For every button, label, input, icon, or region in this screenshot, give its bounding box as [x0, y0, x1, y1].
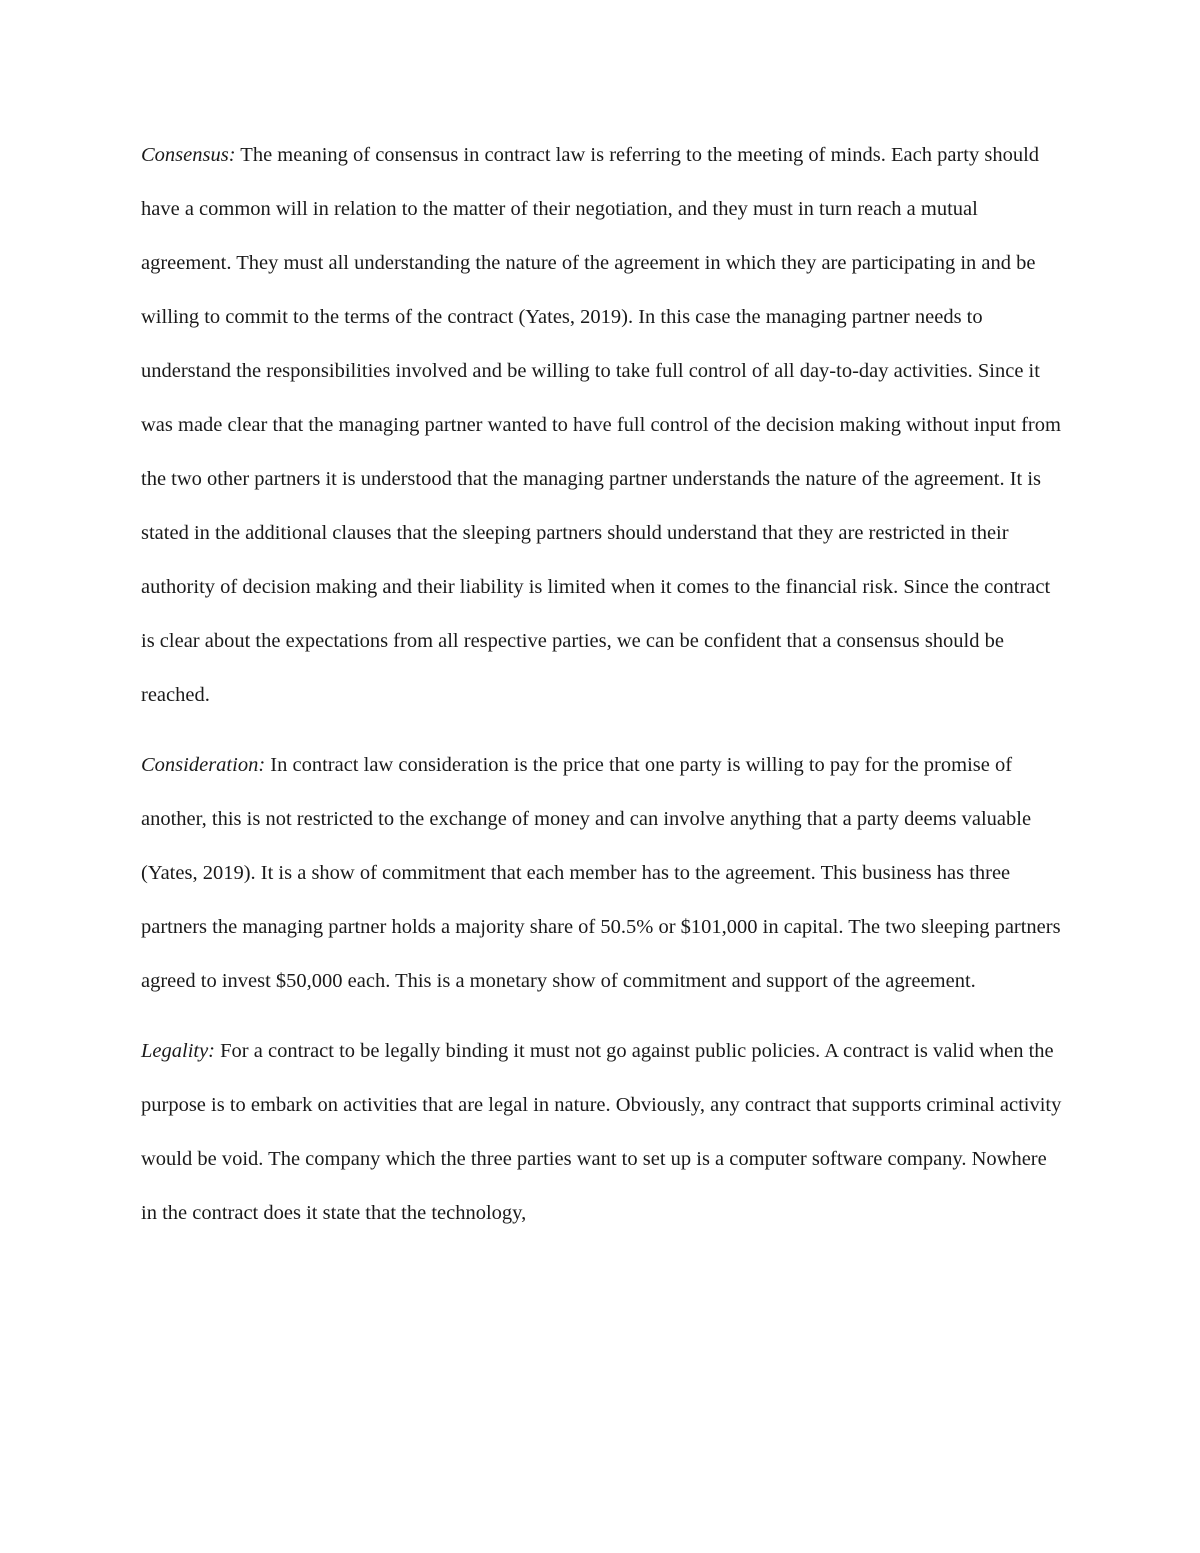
paragraph-text: The meaning of consensus in contract law is referring to the meeting of minds. Each party should have a common will in relation to the matter of their negotiation, and they must in turn reach a mutual agreement. They must all understanding the nature of the agreement in which they are participating in and be willing to commit to the terms of the contract (Yates, 2019). In this case the managing partner needs to understand the responsibilities involved and be willing to take full control of all day-to-day activities. Since it was made clear that the managing partner wanted to have full control of the decision making without input from the two other partners it is understood that the managing partner understands the nature of the agreement. It is stated in the additional clauses that the sleeping partners should understand that they are restricted in their authority of decision making and their liability is limited when it comes to the financial risk. Since the contract is clear about the expectations from all respective parties, we can be confident that a consensus should be reached. — [141, 144, 1061, 706]
paragraph-text: In contract law consideration is the price that one party is willing to pay for the promise of another, this is not restricted to the exchange of money and can involve anything that a party deems valuable (Yates, 2019). It is a show of commitment that each member has to the agreement. This business has three partners the managing partner holds a majority share of 50.5% or $101,000 in capital. The two sleeping partners agreed to invest $50,000 each. This is a monetary show of commitment and support of the agreement. — [141, 754, 1061, 992]
paragraph-consideration — [141, 738, 1066, 1008]
paragraph-label: Consideration: — [141, 754, 266, 776]
paragraph-label: Consensus: — [141, 144, 236, 166]
document-body — [141, 128, 1066, 1256]
paragraph-label: Legality: — [141, 1040, 216, 1062]
paragraph-consensus — [141, 128, 1066, 722]
paragraph-legality — [141, 1024, 1066, 1240]
paragraph-text: For a contract to be legally binding it must not go against public policies. A contract is valid when the purpose is to embark on activities that are legal in nature. Obviously, any contract that supports criminal activity would be void. The company which the three parties want to set up is a computer software company. Nowhere in the contract does it state that the technology, — [141, 1040, 1062, 1224]
